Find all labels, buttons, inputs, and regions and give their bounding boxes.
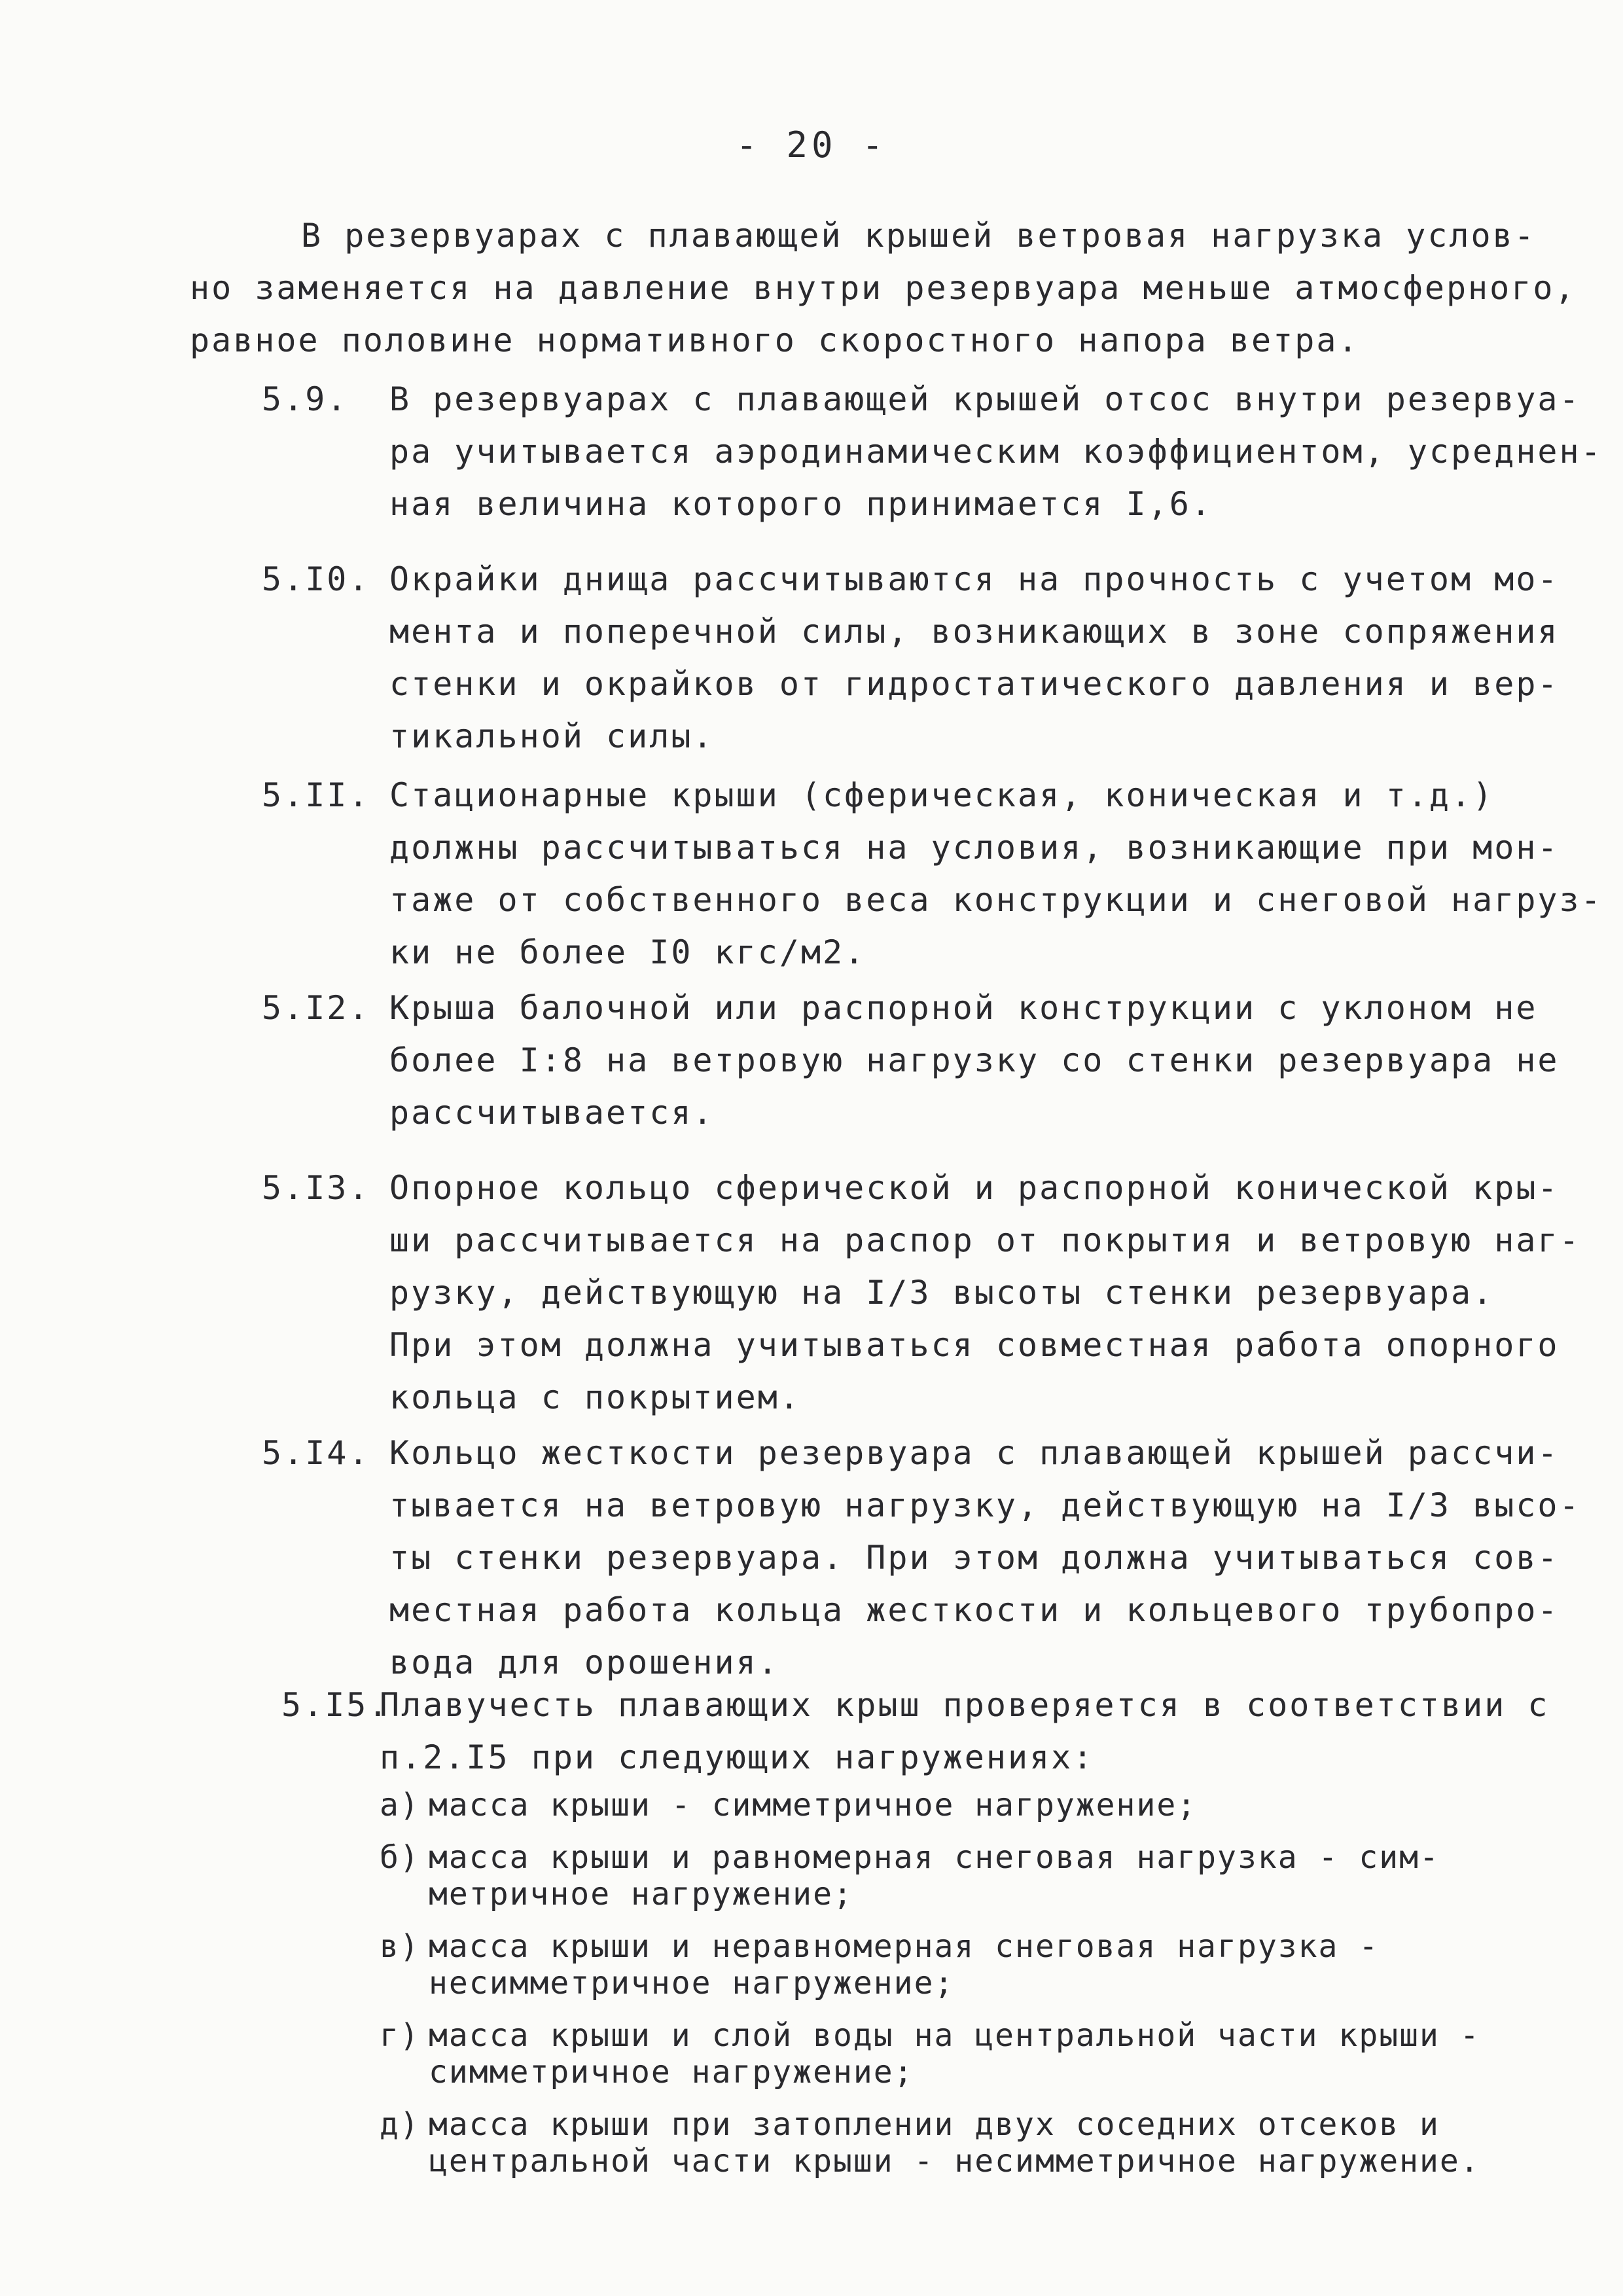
section-number: 5.I4. <box>262 1434 370 1472</box>
text-line: Стационарные крыши (сферическая, коническая и т.д.) <box>389 776 1495 814</box>
section-5-11 <box>262 769 1603 978</box>
text-line: ши рассчитывается на распор от покрытия и ветровую наг- <box>389 1221 1581 1259</box>
list-item-label: а) <box>380 1787 420 1823</box>
list-item <box>380 2106 1531 2179</box>
text-line: масса крыши и равномерная снеговая нагрузка - сим- <box>429 1839 1440 1876</box>
text-line: В резервуарах с плавающей крышей отсос внутри резервуа- <box>389 380 1581 418</box>
text-line: масса крыши при затоплении двух соседних отсеков и <box>429 2106 1440 2143</box>
list-item <box>380 2017 1531 2090</box>
text-line: масса крыши - симметричное нагружение; <box>429 1787 1198 1823</box>
text-line: тывается на ветровую нагрузку, действующую на I/3 высо- <box>389 1486 1581 1524</box>
text-line: более I:8 на ветровую нагрузку со стенки резервуара не <box>389 1041 1560 1079</box>
text-line: Опорное кольцо сферической и распорной конической кры- <box>389 1169 1560 1207</box>
section-number: 5.9. <box>262 380 349 418</box>
text-line: масса крыши и неравномерная снеговая нагрузка - <box>429 1928 1380 1965</box>
text-line: кольца с покрытием. <box>389 1378 801 1416</box>
text-line: При этом должна учитываться совместная работа опорного <box>389 1326 1560 1364</box>
text-line: ра учитывается аэродинамическим коэффициентом, усреднен- <box>389 433 1603 471</box>
list-item <box>380 1787 1531 1823</box>
section-5-12 <box>262 982 1560 1139</box>
text-line: тикальной силы. <box>389 717 715 755</box>
text-line: но заменяется на давление внутри резервуара меньше атмосферного, <box>190 269 1577 307</box>
section-5-10 <box>262 553 1560 762</box>
text-line: п.2.I5 при следующих нагружениях: <box>380 1738 1095 1776</box>
text-line: Плавучесть плавающих крыш проверяется в соответствии с <box>380 1686 1550 1724</box>
list-item-label: б) <box>380 1839 420 1876</box>
intro-paragraph <box>190 209 1577 367</box>
page-number: - 20 - <box>736 124 887 166</box>
text-line: таже от собственного веса конструкции и снеговой нагруз- <box>389 881 1603 919</box>
text-line: Окрайки днища рассчитываются на прочность с учетом мо- <box>389 560 1560 598</box>
text-line: мента и поперечной силы, возникающих в зоне сопряжения <box>389 613 1560 651</box>
section-5-14 <box>262 1427 1581 1689</box>
text-line: должны рассчитываться на условия, возникающие при мон- <box>389 829 1560 867</box>
text-line: Кольцо жесткости резервуара с плавающей крышей рассчи- <box>389 1434 1560 1472</box>
section-5-15 <box>281 1679 1550 1784</box>
text-line: стенки и окрайков от гидростатического давления и вер- <box>389 665 1560 703</box>
text-line: равное половине нормативного скоростного напора ветра. <box>190 321 1360 359</box>
text-line: В резервуарах с плавающей крышей ветровая нагрузка услов- <box>301 217 1536 255</box>
text-line: ная величина которого принимается I,6. <box>389 485 1213 523</box>
section-5-13 <box>262 1162 1581 1424</box>
text-line: рузку, действующую на I/3 высоты стенки резервуара. <box>389 1274 1495 1312</box>
list-item <box>380 1839 1531 1912</box>
section-number: 5.II. <box>262 776 370 814</box>
text-line: метричное нагружение; <box>429 1876 853 1912</box>
section-number: 5.I0. <box>262 560 370 598</box>
text-line: местная работа кольца жесткости и кольцевого трубопро- <box>389 1591 1560 1629</box>
section-number: 5.I5. <box>281 1686 390 1724</box>
list-item-label: г) <box>380 2017 420 2054</box>
loading-cases-list <box>380 1787 1531 2195</box>
section-5-9 <box>262 373 1603 530</box>
list-item-label: в) <box>380 1928 420 1965</box>
text-line: несимметричное нагружение; <box>429 1965 955 2001</box>
text-line: симметричное нагружение; <box>429 2054 914 2090</box>
section-number: 5.I2. <box>262 989 370 1027</box>
text-line: масса крыши и слой воды на центральной части крыши - <box>429 2017 1480 2054</box>
text-line: Крыша балочной или распорной конструкции с уклоном не <box>389 989 1538 1027</box>
section-number: 5.I3. <box>262 1169 370 1207</box>
text-line: вода для орошения. <box>389 1643 779 1681</box>
list-item-label: д) <box>380 2106 420 2143</box>
list-item <box>380 1928 1531 2001</box>
text-line: центральной части крыши - несимметричное нагружение. <box>429 2143 1480 2179</box>
text-line: рассчитывается. <box>389 1094 715 1132</box>
text-line: ты стенки резервуара. При этом должна учитываться сов- <box>389 1539 1560 1577</box>
text-line: ки не более I0 кгс/м2. <box>389 933 866 971</box>
